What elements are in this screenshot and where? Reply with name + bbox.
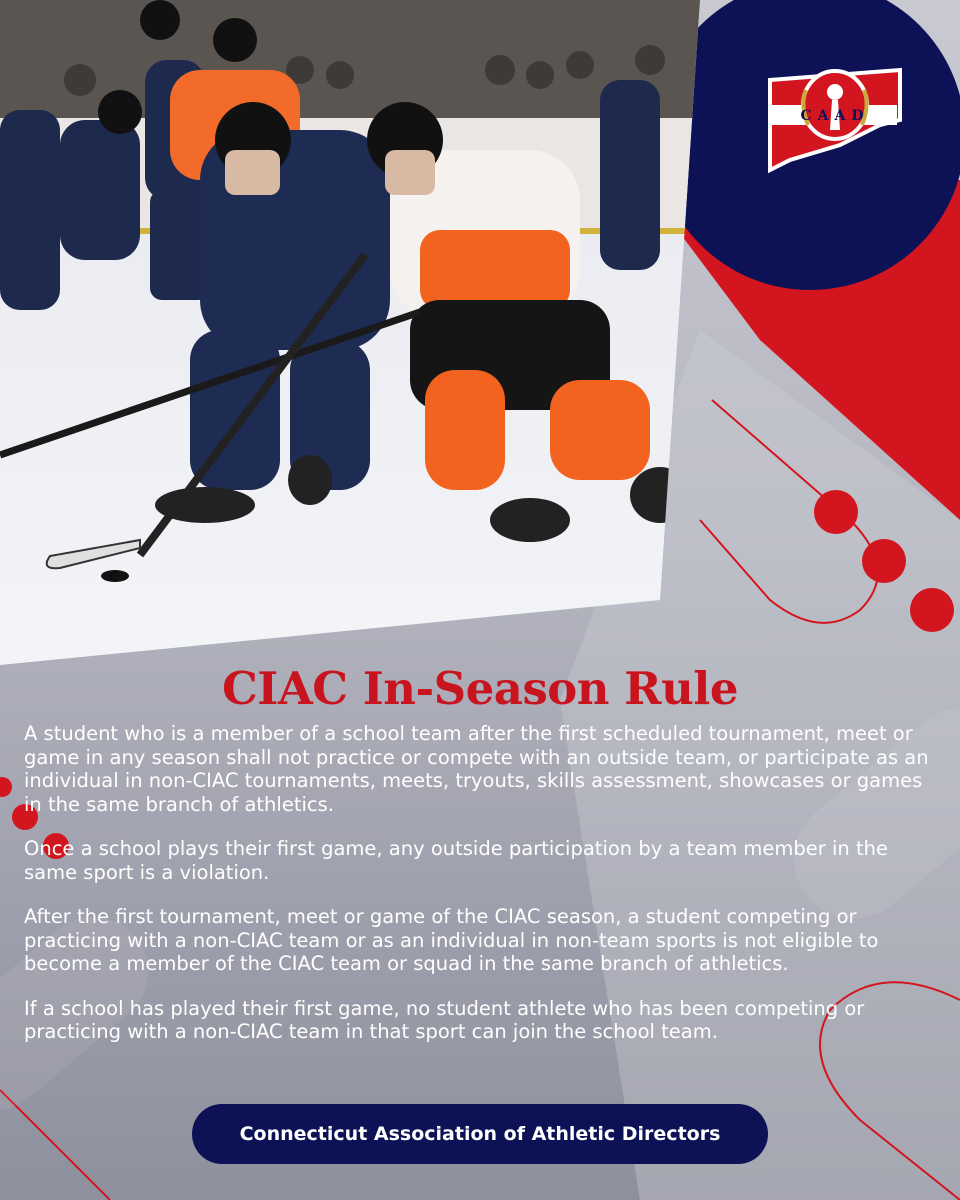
player-background-right bbox=[600, 80, 660, 270]
logo-text: CAAD bbox=[800, 108, 870, 124]
red-line-bottom-left bbox=[0, 1090, 110, 1200]
rule-text bbox=[24, 722, 940, 1065]
rule-paragraph: A student who is a member of a school team after the first scheduled tournament, meet or game in any season shall not practice or compete with an outside team, or participate as an individual in non-CIAC tournaments, meets, tryouts, skills assessment, showcases or games in the same branch of athletics. bbox=[24, 722, 929, 816]
red-dot bbox=[0, 777, 12, 797]
rule-paragraph: After the first tournament, meet or game of the CIAC season, a student competing or practicing with a non-CIAC team or as an individual in non-team sports is not eligible to become a member of the CIAC team or squad in the same branch of athletics. bbox=[24, 905, 879, 975]
puck bbox=[101, 570, 129, 582]
rule-paragraph: Once a school plays their first game, any outside participation by a team member in the same sport is a violation. bbox=[24, 837, 888, 884]
caad-logo bbox=[760, 50, 910, 180]
organization-badge: Connecticut Association of Athletic Directors bbox=[192, 1104, 768, 1164]
rule-paragraph: If a school has played their first game, no student athlete who has been competing or practicing with a non-CIAC team in that sport can join the school team. bbox=[24, 996, 865, 1043]
statue-icon bbox=[827, 84, 843, 100]
page-title: CIAC In-Season Rule bbox=[221, 662, 739, 715]
